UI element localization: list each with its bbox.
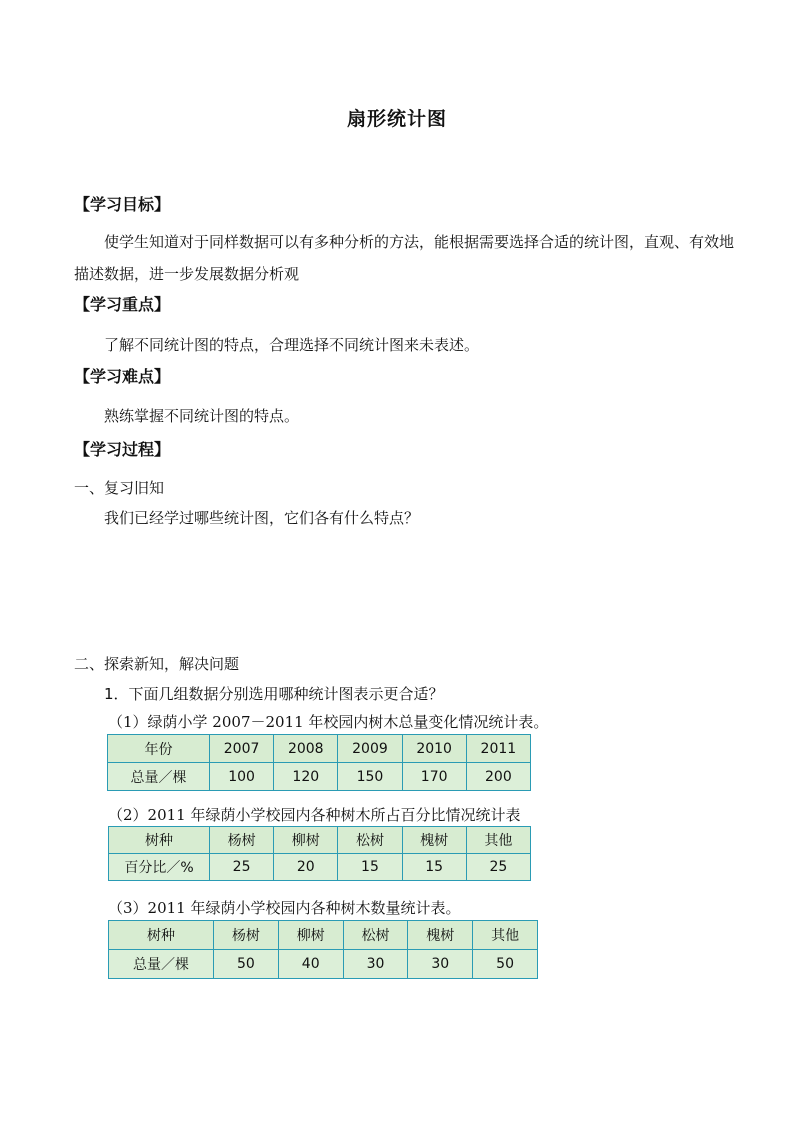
key-heading: 【学习重点】 bbox=[74, 295, 171, 314]
difficulty-text: 熟练掌握不同统计图的特点。 bbox=[104, 407, 300, 425]
table2-cell: 15 bbox=[402, 854, 466, 881]
table2-header-cell: 杨树 bbox=[210, 827, 274, 854]
table1 bbox=[107, 734, 531, 791]
table2-cell: 15 bbox=[338, 854, 402, 881]
table2-header-cell: 其他 bbox=[466, 827, 530, 854]
table1-cell: 120 bbox=[274, 763, 338, 791]
table2-header-cell: 松树 bbox=[338, 827, 402, 854]
process-heading: 【学习过程】 bbox=[74, 440, 171, 459]
key-text: 了解不同统计图的特点，合理选择不同统计图来未表述。 bbox=[104, 336, 480, 354]
table1-cell: 200 bbox=[466, 763, 530, 791]
table3-header-cell: 杨树 bbox=[214, 921, 279, 950]
table1-cell: 170 bbox=[402, 763, 466, 791]
table1-header-cell: 2011 bbox=[466, 735, 530, 763]
review-question: 我们已经学过哪些统计图，它们各有什么特点？ bbox=[104, 509, 420, 527]
table2-cell: 20 bbox=[274, 854, 338, 881]
table2-header-cell: 柳树 bbox=[274, 827, 338, 854]
table2 bbox=[108, 826, 531, 881]
table1-header-cell: 2008 bbox=[274, 735, 338, 763]
table2-header-cell: 树种 bbox=[109, 827, 210, 854]
table1-cell: 100 bbox=[210, 763, 274, 791]
goal-heading: 【学习目标】 bbox=[74, 195, 171, 214]
table2-caption: （2）2011 年绿荫小学校园内各种树木所占百分比情况统计表 bbox=[108, 806, 521, 824]
table3-header-cell: 其他 bbox=[473, 921, 538, 950]
table1-cell: 总量／棵 bbox=[108, 763, 210, 791]
explore-title: 二、探索新知，解决问题 bbox=[74, 655, 240, 673]
table2-header-cell: 槐树 bbox=[402, 827, 466, 854]
table1-header-cell: 年份 bbox=[108, 735, 210, 763]
table3 bbox=[108, 920, 538, 979]
table3-cell: 50 bbox=[214, 950, 279, 979]
table2-cell: 25 bbox=[466, 854, 530, 881]
table1-cell: 150 bbox=[338, 763, 402, 791]
table1-header-cell: 2007 bbox=[210, 735, 274, 763]
table3-header-cell: 树种 bbox=[109, 921, 214, 950]
table3-caption: （3）2011 年绿荫小学校园内各种树木数量统计表。 bbox=[108, 899, 461, 917]
table3-header-cell: 槐树 bbox=[408, 921, 473, 950]
review-title: 一、复习旧知 bbox=[74, 479, 165, 497]
table3-cell: 40 bbox=[278, 950, 343, 979]
difficulty-heading: 【学习难点】 bbox=[74, 367, 171, 386]
table1-caption: （1）绿荫小学 2007－2011 年校园内树木总量变化情况统计表。 bbox=[108, 713, 549, 731]
table3-cell: 30 bbox=[408, 950, 473, 979]
table3-cell: 50 bbox=[473, 950, 538, 979]
table3-header-cell: 松树 bbox=[343, 921, 408, 950]
table3-cell: 总量／棵 bbox=[109, 950, 214, 979]
table1-header-cell: 2009 bbox=[338, 735, 402, 763]
table2-cell: 百分比／% bbox=[109, 854, 210, 881]
goal-text: 使学生知道对于同样数据可以有多种分析的方法，能根据需要选择合适的统计图，直观、有效地描述数据，进一步发展数据分析观 bbox=[74, 233, 735, 283]
table3-header-cell: 柳树 bbox=[278, 921, 343, 950]
page-title: 扇形统计图 bbox=[346, 108, 447, 130]
table2-cell: 25 bbox=[210, 854, 274, 881]
question-1: 1．下面几组数据分别选用哪种统计图表示更合适？ bbox=[104, 685, 444, 703]
table1-header-cell: 2010 bbox=[402, 735, 466, 763]
table3-cell: 30 bbox=[343, 950, 408, 979]
